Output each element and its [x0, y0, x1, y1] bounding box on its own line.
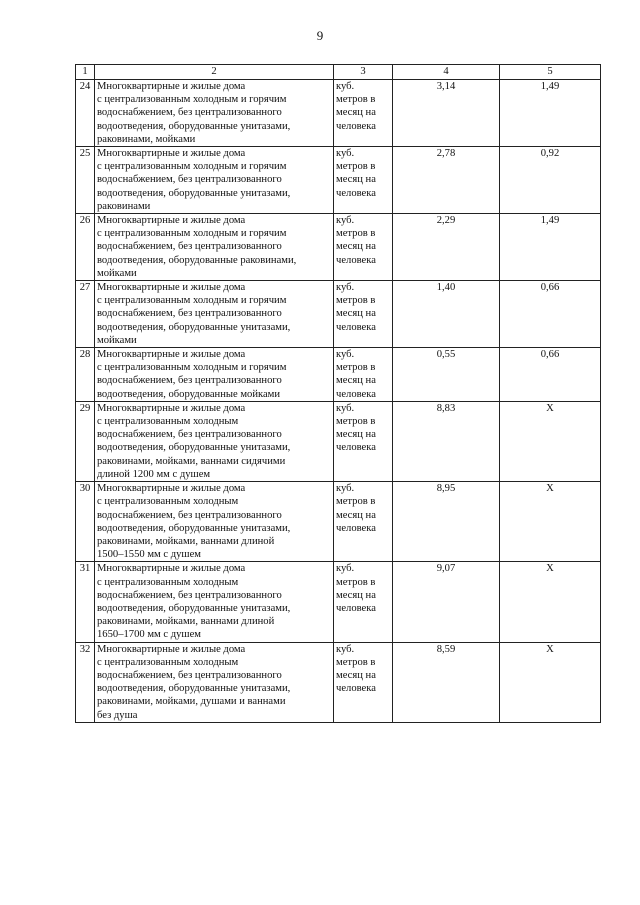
- row-value-col5-cell: [500, 147, 601, 214]
- row-value-col4-cell: [393, 348, 500, 402]
- row-unit-cell: [334, 147, 393, 214]
- row-number-cell-text: 27: [79, 282, 91, 294]
- row-value-col4-cell: [393, 482, 500, 562]
- header-cell-1: 1: [76, 65, 95, 80]
- row-number-cell: [76, 147, 95, 214]
- row-value-col4-cell-text: 0,55: [436, 349, 456, 361]
- row-number-cell: [76, 642, 95, 722]
- row-description-cell: [95, 214, 334, 281]
- row-value-col4-cell: [393, 281, 500, 348]
- row-value-col4-cell-text: 9,07: [436, 563, 456, 575]
- table-row: [76, 281, 601, 348]
- row-value-col5-cell-text: 0,66: [540, 349, 560, 361]
- table-row: [76, 482, 601, 562]
- row-unit-cell: [334, 348, 393, 402]
- row-value-col4-cell-text: 2,78: [436, 148, 456, 160]
- page-number: 9: [316, 28, 324, 43]
- row-description-cell: [95, 482, 334, 562]
- row-description-cell-text: Многоквартирные и жилые дома с централизованным холодным водоснабжением, без централизованного водоотведения, оборудованные унитазами, раковинами, мойками, ваннами сидячими длиной 1200 мм с душем: [97, 402, 291, 480]
- row-value-col5-cell: [500, 214, 601, 281]
- header-cell-5: 5: [500, 65, 601, 80]
- row-value-col4-cell-text: 3,14: [436, 81, 456, 92]
- row-number-cell: [76, 482, 95, 562]
- row-number-cell: [76, 281, 95, 348]
- table-row: [76, 348, 601, 402]
- row-value-col5-cell: [500, 482, 601, 562]
- row-value-col4-cell: [393, 642, 500, 722]
- row-description-cell-text: Многоквартирные и жилые дома с централизованным холодным и горячим водоснабжением, без централизованного водоотведения, оборудованные унитазами, раковинами: [97, 148, 291, 212]
- row-value-col5-cell: [500, 642, 601, 722]
- row-unit-cell: [334, 281, 393, 348]
- row-unit-cell: [334, 562, 393, 642]
- row-description-cell: [95, 401, 334, 481]
- row-value-col5-cell-text: X: [546, 402, 554, 414]
- row-number-cell-text: 24: [79, 81, 91, 92]
- row-unit-cell: [334, 80, 393, 147]
- table-row: [76, 642, 601, 722]
- row-description-cell-text: Многоквартирные и жилые дома с централизованным холодным водоснабжением, без централизованного водоотведения, оборудованные унитазами, раковинами, мойками, душами и ваннами без душа: [97, 643, 291, 721]
- header-cell-4: 4: [393, 65, 500, 80]
- row-number-cell: [76, 80, 95, 147]
- table-row: [76, 401, 601, 481]
- row-value-col4-cell: [393, 147, 500, 214]
- row-value-col4-cell: [393, 80, 500, 147]
- header-cell-2: 2: [95, 65, 334, 80]
- row-description-cell-text: Многоквартирные и жилые дома с централизованным холодным водоснабжением, без централизованного водоотведения, оборудованные унитазами, раковинами, мойками, ваннами длиной 1650–1700 мм с душем: [97, 563, 291, 641]
- row-number-cell: [76, 401, 95, 481]
- row-unit-cell-text: куб. метров в месяц на человека: [336, 483, 376, 534]
- row-value-col4-cell: [393, 214, 500, 281]
- row-value-col4-cell: [393, 401, 500, 481]
- row-description-cell: [95, 642, 334, 722]
- row-description-cell-text: Многоквартирные и жилые дома с централизованным холодным и горячим водоснабжением, без централизованного водоотведения, оборудованные унитазами, раковинами, мойками: [97, 81, 291, 145]
- row-value-col4-cell-text: 8,95: [436, 483, 456, 495]
- row-unit-cell-text: куб. метров в месяц на человека: [336, 282, 376, 333]
- row-value-col4-cell-text: 1,40: [436, 282, 456, 294]
- row-number-cell: [76, 214, 95, 281]
- row-value-col5-cell: [500, 80, 601, 147]
- row-description-cell: [95, 348, 334, 402]
- row-description-cell: [95, 80, 334, 147]
- row-unit-cell-text: куб. метров в месяц на человека: [336, 643, 376, 695]
- row-value-col5-cell-text: 1,49: [540, 81, 560, 92]
- row-unit-cell-text: куб. метров в месяц на человека: [336, 81, 376, 132]
- row-description-cell-text: Многоквартирные и жилые дома с централизованным холодным и горячим водоснабжением, без централизованного водоотведения, оборудованные унитазами, мойками: [97, 282, 291, 346]
- table-row: [76, 214, 601, 281]
- row-value-col4-cell-text: 8,59: [436, 643, 456, 655]
- row-number-cell: [76, 348, 95, 402]
- row-value-col4-cell: [393, 562, 500, 642]
- row-description-cell: [95, 562, 334, 642]
- row-unit-cell-text: куб. метров в месяц на человека: [336, 349, 376, 400]
- row-description-cell-text: Многоквартирные и жилые дома с централизованным холодным и горячим водоснабжением, без централизованного водоотведения, оборудованные раковинами, мойками: [97, 215, 297, 279]
- header-cell-3: 3: [334, 65, 393, 80]
- norms-table: [75, 64, 601, 723]
- table-row: [76, 147, 601, 214]
- table-body: [76, 65, 601, 723]
- row-number-cell-text: 30: [79, 483, 91, 495]
- table-row: [76, 562, 601, 642]
- row-number-cell-text: 25: [79, 148, 91, 160]
- row-number-cell: [76, 562, 95, 642]
- row-value-col5-cell: [500, 348, 601, 402]
- row-number-cell-text: 26: [79, 215, 91, 227]
- row-value-col4-cell-text: 2,29: [436, 215, 456, 227]
- row-value-col5-cell: [500, 281, 601, 348]
- row-description-cell-text: Многоквартирные и жилые дома с централизованным холодным водоснабжением, без централизованного водоотведения, оборудованные унитазами, раковинами, мойками, ваннами длиной 1500–1550 мм с душем: [97, 483, 291, 561]
- row-number-cell-text: 28: [79, 349, 91, 361]
- row-unit-cell-text: куб. метров в месяц на человека: [336, 215, 376, 266]
- row-value-col5-cell: [500, 401, 601, 481]
- row-unit-cell-text: куб. метров в месяц на человека: [336, 563, 376, 614]
- row-number-cell-text: 31: [79, 563, 91, 575]
- row-unit-cell: [334, 482, 393, 562]
- row-description-cell-text: Многоквартирные и жилые дома с централизованным холодным и горячим водоснабжением, без централизованного водоотведения, оборудованные мойками: [97, 349, 287, 400]
- row-value-col5-cell-text: X: [546, 643, 554, 655]
- row-unit-cell: [334, 214, 393, 281]
- row-value-col5-cell-text: X: [546, 563, 554, 575]
- row-unit-cell: [334, 401, 393, 481]
- row-value-col5-cell-text: X: [546, 483, 554, 495]
- row-value-col5-cell-text: 0,66: [540, 282, 560, 294]
- row-description-cell: [95, 281, 334, 348]
- row-value-col5-cell: [500, 562, 601, 642]
- table-header-row: [76, 65, 601, 80]
- row-description-cell: [95, 147, 334, 214]
- table-row: [76, 80, 601, 147]
- row-value-col4-cell-text: 8,83: [436, 402, 456, 414]
- row-unit-cell: [334, 642, 393, 722]
- row-number-cell-text: 29: [79, 402, 91, 414]
- row-value-col5-cell-text: 0,92: [540, 148, 560, 160]
- row-unit-cell-text: куб. метров в месяц на человека: [336, 402, 376, 454]
- row-number-cell-text: 32: [79, 643, 91, 655]
- row-unit-cell-text: куб. метров в месяц на человека: [336, 148, 376, 199]
- row-value-col5-cell-text: 1,49: [540, 215, 560, 227]
